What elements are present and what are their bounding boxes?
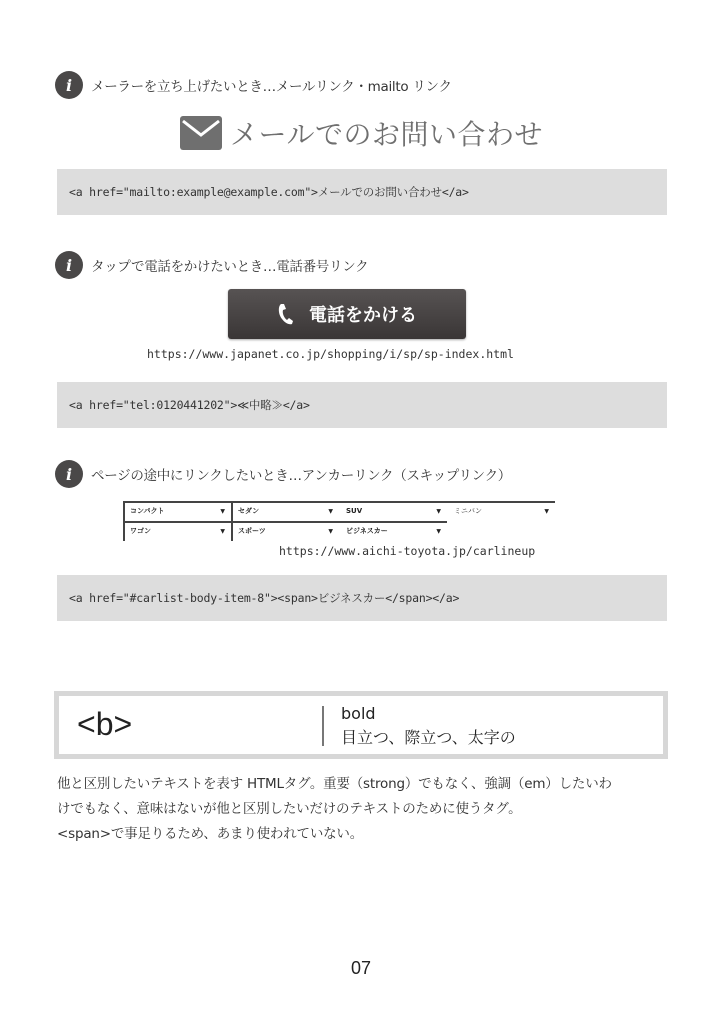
- code-sample-tel: <a href="tel:0120441202">≪中略≫</a>: [57, 382, 667, 428]
- mail-contact-example[interactable]: [180, 113, 543, 153]
- car-tab-wagon[interactable]: ワゴン ▼: [130, 527, 225, 535]
- call-button[interactable]: [228, 289, 466, 339]
- dropdown-arrow-icon: ▼: [544, 507, 549, 515]
- car-tab-sports[interactable]: スポーツ ▼: [238, 527, 333, 535]
- car-tab-business[interactable]: ビジネスカー ▼: [346, 527, 441, 535]
- code-sample-anchor: <a href="#carlist-body-item-8"><span>ビジネスカー</span></a>: [57, 575, 667, 621]
- dropdown-arrow-icon: ▼: [328, 507, 333, 515]
- divider: [322, 706, 324, 746]
- source-url-aichi-toyota: https://www.aichi-toyota.jp/carlineup: [279, 544, 536, 558]
- info-icon: i: [55, 460, 83, 488]
- dropdown-arrow-icon: ▼: [328, 527, 333, 535]
- section-heading-tel: i タップで電話をかけたいとき…電話番号リンク: [55, 250, 368, 280]
- tag-definition-card: [54, 691, 668, 759]
- dropdown-arrow-icon: ▼: [220, 527, 225, 535]
- page-number: 07: [350, 958, 372, 978]
- car-tab-minivan[interactable]: ミニバン ▼: [454, 507, 549, 515]
- section-heading-mailto: i メーラーを立ち上げたいとき…メールリンク・mailto リンク: [55, 70, 452, 100]
- source-url-japanet: https://www.japanet.co.jp/shopping/i/sp/sp-index.html: [147, 347, 514, 361]
- car-tab-compact[interactable]: コンパクト ▼: [130, 507, 225, 515]
- car-tab-sedan[interactable]: セダン ▼: [238, 507, 333, 515]
- car-category-nav: [123, 501, 555, 541]
- dropdown-arrow-icon: ▼: [220, 507, 225, 515]
- phone-icon: [277, 302, 295, 326]
- dropdown-arrow-icon: ▼: [436, 527, 441, 535]
- section-heading-anchor: i ページの途中にリンクしたいとき…アンカーリンク（スキップリンク）: [55, 459, 511, 489]
- info-icon: i: [55, 71, 83, 99]
- tag-meaning: bold 目立つ、際立つ、太字の: [341, 704, 516, 747]
- call-button-label: 電話をかける: [309, 305, 417, 326]
- mail-contact-label: メールでのお問い合わせ: [230, 118, 543, 151]
- code-sample-mailto: <a href="mailto:example@example.com">メールでのお問い合わせ</a>: [57, 169, 667, 215]
- dropdown-arrow-icon: ▼: [436, 507, 441, 515]
- tag-description: 他と区別したいテキストを表す HTMLタグ。重要（strong）でもなく、強調（em）したいわ けでもなく、意味はないが他と区別したいだけのテキストのために使うタグ。 <span>で事足りるため、あまり使われていない。: [57, 776, 612, 842]
- tag-name: <b>: [77, 706, 133, 742]
- envelope-icon: [180, 116, 222, 150]
- car-tab-suv[interactable]: SUV ▼: [346, 507, 441, 515]
- info-icon: i: [55, 251, 83, 279]
